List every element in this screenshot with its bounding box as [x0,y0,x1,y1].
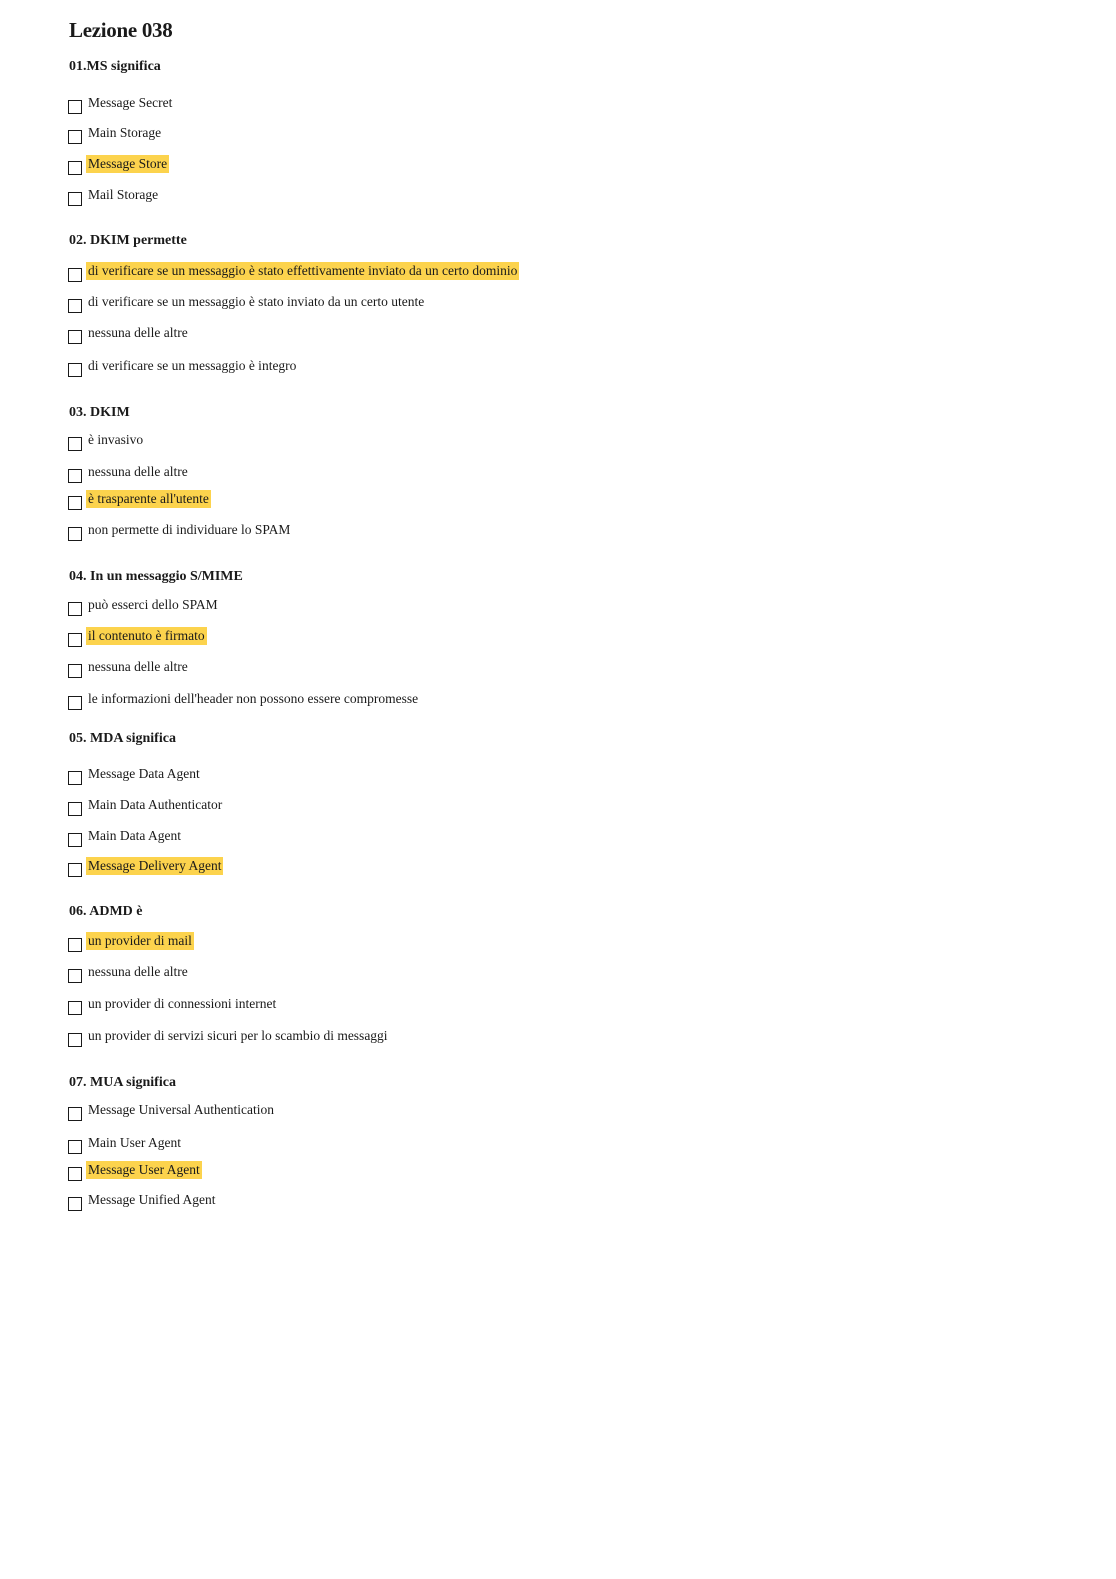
answer-option[interactable] [68,858,223,878]
checkbox-icon[interactable] [68,130,82,144]
answer-option[interactable] [68,522,292,542]
checkbox-icon[interactable] [68,633,82,647]
page-title: Lezione 038 [69,18,173,42]
question-label: 03. DKIM [69,405,130,420]
answer-text-highlighted: Message Store [88,156,168,171]
answer-option[interactable] [68,828,183,848]
answer-text: non permette di individuare lo SPAM [88,522,291,537]
answer-option[interactable] [68,294,426,314]
answer-option[interactable] [68,1028,390,1048]
answer-option[interactable] [68,464,190,484]
answer-text: un provider di connessioni internet [88,996,277,1011]
checkbox-icon[interactable] [68,192,82,206]
checkbox-icon[interactable] [68,1033,82,1047]
answer-option[interactable] [68,797,224,817]
answer-option[interactable] [68,325,190,345]
answer-text-highlighted: Message User Agent [88,1162,200,1177]
checkbox-icon[interactable] [68,833,82,847]
answer-option[interactable] [68,659,190,679]
answer-option[interactable] [68,187,160,207]
answer-text: di verificare se un messaggio è integro [88,358,297,373]
answer-text: Main User Agent [88,1135,181,1150]
answer-text: è invasivo [88,432,144,447]
answer-option[interactable] [68,491,211,511]
answer-text: un provider di servizi sicuri per lo scambio di messaggi [88,1028,388,1043]
checkbox-icon[interactable] [68,437,82,451]
checkbox-icon[interactable] [68,299,82,313]
question-label: 04. In un messaggio S/MIME [69,569,243,584]
answer-text: di verificare se un messaggio è stato inviato da un certo utente [88,294,425,309]
checkbox-icon[interactable] [68,863,82,877]
answer-text-highlighted: un provider di mail [88,933,192,948]
answer-text-highlighted: di verificare se un messaggio è stato effettivamente inviato da un certo dominio [88,263,518,278]
answer-option[interactable] [68,95,174,115]
checkbox-icon[interactable] [68,696,82,710]
answer-text: può esserci dello SPAM [88,597,218,612]
answer-option[interactable] [68,691,420,711]
answer-text-highlighted: Message Delivery Agent [88,858,222,873]
answer-option[interactable] [68,263,519,283]
answer-option[interactable] [68,628,207,648]
question-label: 05. MDA significa [69,731,176,746]
checkbox-icon[interactable] [68,664,82,678]
checkbox-icon[interactable] [68,1167,82,1181]
question-label: 06. ADMD è [69,904,143,919]
checkbox-icon[interactable] [68,268,82,282]
answer-text: Message Secret [88,95,173,110]
answer-text: Message Universal Authentication [88,1102,274,1117]
answer-option[interactable] [68,766,202,786]
question-label: 01.MS significa [69,59,161,74]
checkbox-icon[interactable] [68,527,82,541]
answer-text: nessuna delle altre [88,325,188,340]
answer-option[interactable] [68,1162,202,1182]
answer-text: Main Data Authenticator [88,797,223,812]
answer-text: Main Data Agent [88,828,181,843]
answer-option[interactable] [68,358,298,378]
checkbox-icon[interactable] [68,969,82,983]
answer-text: nessuna delle altre [88,964,188,979]
question-label: 07. MUA significa [69,1075,176,1090]
checkbox-icon[interactable] [68,938,82,952]
answer-text: Mail Storage [88,187,159,202]
answer-text: Message Data Agent [88,766,200,781]
question-label: 02. DKIM permette [69,233,187,248]
answer-text: Main Storage [88,125,162,140]
checkbox-icon[interactable] [68,802,82,816]
answer-option[interactable] [68,996,278,1016]
answer-option[interactable] [68,597,220,617]
answer-text-highlighted: il contenuto è firmato [88,628,205,643]
answer-option[interactable] [68,933,194,953]
answer-option[interactable] [68,156,169,176]
checkbox-icon[interactable] [68,602,82,616]
answer-text: nessuna delle altre [88,464,188,479]
answer-option[interactable] [68,432,145,452]
checkbox-icon[interactable] [68,330,82,344]
checkbox-icon[interactable] [68,1197,82,1211]
checkbox-icon[interactable] [68,496,82,510]
checkbox-icon[interactable] [68,1107,82,1121]
checkbox-icon[interactable] [68,771,82,785]
answer-option[interactable] [68,1102,276,1122]
answer-option[interactable] [68,1192,217,1212]
checkbox-icon[interactable] [68,363,82,377]
answer-text: Message Unified Agent [88,1192,216,1207]
answer-option[interactable] [68,125,163,145]
checkbox-icon[interactable] [68,161,82,175]
checkbox-icon[interactable] [68,469,82,483]
answer-option[interactable] [68,1135,183,1155]
checkbox-icon[interactable] [68,1001,82,1015]
answer-text: nessuna delle altre [88,659,188,674]
answer-option[interactable] [68,964,190,984]
checkbox-icon[interactable] [68,1140,82,1154]
checkbox-icon[interactable] [68,100,82,114]
answer-text-highlighted: è trasparente all'utente [88,491,209,506]
answer-text: le informazioni dell'header non possono essere compromesse [88,691,419,706]
